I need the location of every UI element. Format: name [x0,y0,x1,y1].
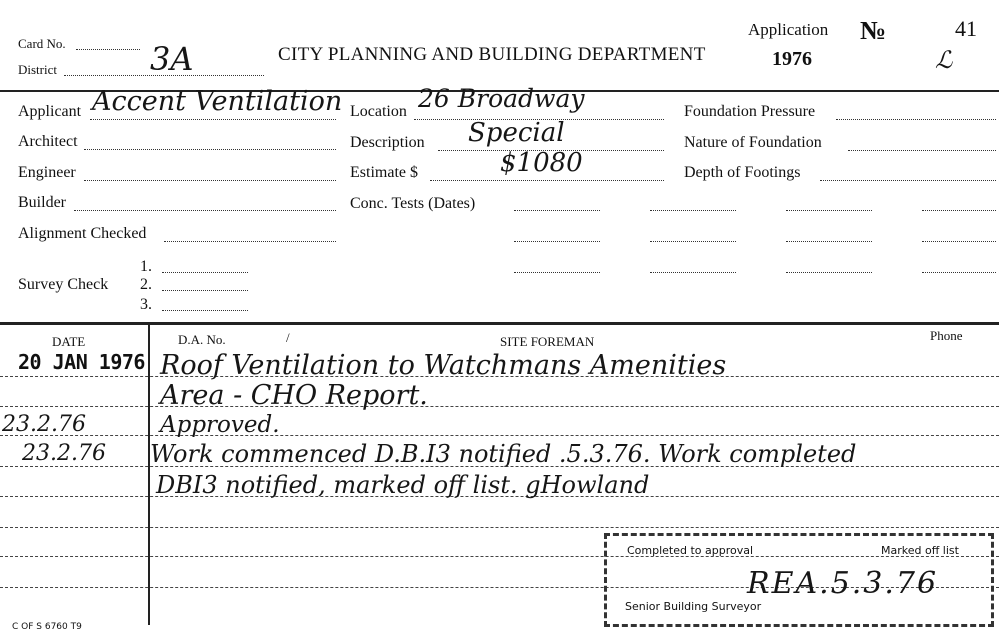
date-header: DATE [52,334,86,349]
conc-line [514,210,600,211]
depth-footings-line [820,180,996,181]
approval-stamp [604,533,994,627]
log-row-line [0,527,999,528]
alignment-label: Alignment Checked [18,225,147,242]
date-column-divider [148,325,150,625]
log-entry: Approved. [160,412,280,438]
conc-line [786,272,872,273]
site-foreman-header: SITE FOREMAN [500,334,595,349]
conc-line [786,241,872,242]
applicant-value: Accent Ventilation [92,86,343,117]
foundation-pressure-line [836,119,996,120]
da-header: D.A. No. [178,332,226,347]
number-symbol: № [860,16,887,45]
builder-label: Builder [18,194,66,211]
log-row-line [0,406,999,407]
location-label: Location [350,103,407,120]
depth-footings-label: Depth of Footings [684,164,801,181]
conc-line [514,272,600,273]
log-entry: Roof Ventilation to Watchmans Amenities [160,350,727,381]
log-entry: Work commenced D.B.I3 notified .5.3.76. Work completed [150,440,857,468]
conc-line [922,272,996,273]
da-slash: / [286,330,290,345]
survey-num-2: 2. [140,276,152,293]
application-number: 41 [955,16,977,41]
estimate-line [430,180,664,181]
conc-line [922,210,996,211]
engineer-line [84,180,336,181]
estimate-label: Estimate $ [350,164,418,181]
survey-line-2 [162,290,248,291]
initials-mark: ℒ [935,46,953,74]
card-no-label: Card No. [18,36,66,51]
nature-foundation-line [848,150,996,151]
department-title: CITY PLANNING AND BUILDING DEPARTMENT [278,44,706,65]
description-label: Description [350,134,425,151]
conc-line [650,210,736,211]
survey-num-3: 3. [140,296,152,313]
applicant-line [90,119,336,120]
location-value: 26 Broadway [418,84,585,113]
conc-line [786,210,872,211]
stamp-signature: REA.5.3.76 [747,566,939,601]
district-value: 3A [150,40,194,78]
district-label: District [18,62,57,77]
log-entry: Area - CHO Report. [160,380,428,411]
log-date: 23.2.76 [22,441,106,466]
application-label: Application [748,20,829,39]
stamp-line2: Senior Building Surveyor [625,600,762,613]
conc-line [922,241,996,242]
architect-label: Architect [18,133,78,150]
form-code: C OF S 6760 T9 [12,622,82,632]
conc-line [650,272,736,273]
conc-line [514,241,600,242]
estimate-value: $1080 [500,148,583,178]
application-year: 1976 [772,48,812,70]
phone-header: Phone [930,328,963,343]
log-entry: DBI3 notified, marked off list. gHowland [156,471,650,499]
alignment-line [164,241,336,242]
conc-tests-label: Conc. Tests (Dates) [350,195,476,212]
log-row-line [0,435,999,436]
survey-label: Survey Check [18,276,109,293]
conc-line [650,241,736,242]
architect-line [84,149,336,150]
survey-line-3 [162,310,248,311]
log-date-stamp: 20 JAN 1976 [18,350,145,374]
log-date: 23.2.76 [2,412,86,437]
survey-num-1: 1. [140,258,152,275]
stamp-line1-left: Completed to approval [627,544,754,557]
foundation-pressure-label: Foundation Pressure [684,103,816,120]
nature-foundation-label: Nature of Foundation [684,134,822,151]
builder-line [74,210,336,211]
description-value: Special [468,118,565,148]
engineer-label: Engineer [18,164,76,181]
card-no-line [76,49,140,50]
survey-line-1 [162,272,248,273]
applicant-label: Applicant [18,103,82,120]
stamp-line1-right: Marked off list [881,544,959,557]
